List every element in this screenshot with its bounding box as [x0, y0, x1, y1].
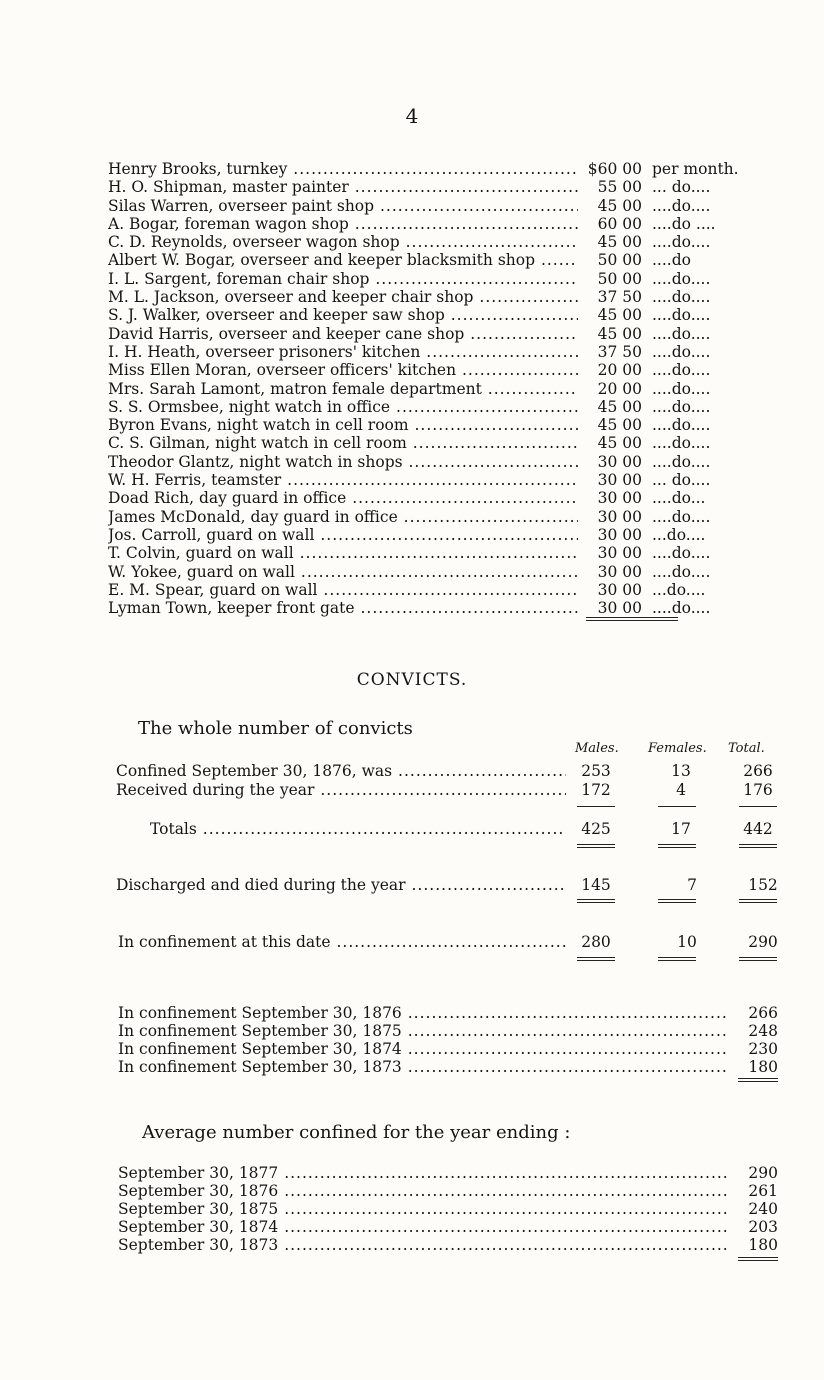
total-double-rule — [739, 899, 777, 903]
males-discharged: 145 — [581, 876, 611, 894]
grand-total: 442 — [743, 820, 773, 838]
males-double-rule — [577, 957, 615, 961]
staff-row — [108, 489, 788, 507]
staff-unit: ....do.... — [652, 507, 711, 526]
row-label: September 30, 1876 ..... — [118, 1182, 728, 1200]
females-sum-rule — [658, 806, 696, 807]
males-double-rule — [577, 844, 615, 848]
staff-row — [108, 581, 788, 599]
staff-unit: ....do.... — [652, 196, 711, 215]
staff-amount: 60 00 — [597, 214, 642, 233]
total-discharged: 152 — [748, 876, 778, 894]
staff-unit: ....do.... — [652, 269, 711, 288]
confinement-history-rule — [738, 1078, 778, 1082]
males-double-rule — [577, 899, 615, 903]
staff-unit: ....do.... — [652, 397, 711, 416]
staff-unit: ....do.... — [652, 452, 711, 471]
staff-row — [108, 215, 788, 233]
staff-name: Silas Warren, overseer paint shop ..... — [108, 197, 578, 215]
average-row — [118, 1236, 778, 1254]
staff-unit: ....do.... — [652, 434, 711, 453]
staff-amount: 30 00 — [597, 489, 642, 508]
staff-unit: ....do.... — [652, 379, 711, 398]
row-label: In confinement September 30, 1873 ..... — [118, 1058, 728, 1076]
staff-amount: 30 00 — [597, 452, 642, 471]
staff-name: Byron Evans, night watch in cell room ..... — [108, 416, 578, 434]
staff-unit: per month. — [652, 160, 739, 178]
staff-row — [108, 361, 788, 379]
total-value: 176 — [743, 781, 773, 799]
staff-row — [108, 178, 788, 196]
staff-amount: 20 00 — [597, 361, 642, 380]
confinement-history-row — [118, 1004, 778, 1022]
average-rule — [738, 1257, 778, 1261]
staff-row — [108, 288, 788, 306]
staff-amount: 45 00 — [597, 306, 642, 325]
staff-name: James McDonald, day guard in office ..... — [108, 508, 578, 526]
row-label: In confinement September 30, 1874 ..... — [118, 1040, 728, 1058]
staff-unit: ....do .... — [652, 214, 716, 233]
staff-row — [108, 599, 788, 617]
males-sum-rule — [577, 806, 615, 807]
females-double-rule — [658, 957, 696, 961]
staff-row — [108, 270, 788, 288]
row-value: 203 — [748, 1218, 778, 1236]
staff-amount: 37 50 — [597, 342, 642, 361]
convicts-intro: The whole number of convicts — [138, 718, 413, 739]
staff-row — [108, 471, 788, 489]
staff-unit: ....do.... — [652, 562, 711, 581]
males-total: 425 — [581, 820, 611, 838]
staff-name: W. Yokee, guard on wall ..... — [108, 563, 578, 581]
staff-amount: 30 00 — [597, 599, 642, 618]
row-value: 248 — [748, 1022, 778, 1040]
staff-amount: 30 00 — [597, 580, 642, 599]
col-total-header: Total. — [728, 741, 765, 756]
staff-name: Miss Ellen Moran, overseer officers' kitchen ..... — [108, 361, 578, 379]
total-value: 266 — [743, 762, 773, 780]
staff-unit: ...do.... — [652, 525, 706, 544]
staff-row — [108, 251, 788, 269]
staff-name: C. D. Reynolds, overseer wagon shop ..... — [108, 233, 578, 251]
staff-amount: 20 00 — [597, 379, 642, 398]
row-value: 180 — [748, 1058, 778, 1076]
staff-name: E. M. Spear, guard on wall ..... — [108, 581, 578, 599]
staff-name: Doad Rich, day guard in office ..... — [108, 489, 578, 507]
staff-amount: 45 00 — [597, 397, 642, 416]
staff-name: W. H. Ferris, teamster ..... — [108, 471, 578, 489]
staff-amount: 45 00 — [597, 416, 642, 435]
females-confined: 10 — [677, 933, 697, 951]
staff-unit: ....do.... — [652, 306, 711, 325]
staff-unit: ....do.... — [652, 342, 711, 361]
staff-unit: ... do.... — [652, 178, 711, 197]
convicts-heading: CONVICTS. — [356, 670, 468, 690]
females-value: 4 — [676, 781, 686, 799]
totals-label: Totals ..... — [150, 820, 566, 839]
col-females-header: Females. — [648, 741, 707, 756]
staff-amount: 50 00 — [597, 269, 642, 288]
staff-name: David Harris, overseer and keeper cane shop ..... — [108, 325, 578, 343]
staff-row — [108, 526, 788, 544]
staff-unit: ....do... — [652, 489, 706, 508]
average-row — [118, 1164, 778, 1182]
staff-unit: ....do.... — [652, 544, 711, 563]
females-total: 17 — [671, 820, 691, 838]
staff-row — [108, 160, 788, 178]
staff-amount: 30 00 — [597, 525, 642, 544]
total-double-rule — [739, 844, 777, 848]
staff-unit: ... do.... — [652, 471, 711, 490]
males-value: 253 — [581, 762, 611, 780]
staff-list — [108, 160, 788, 617]
staff-name: I. H. Heath, overseer prisoners' kitchen ..... — [108, 343, 578, 361]
total-double-rule — [739, 957, 777, 961]
staff-amount: $60 00 — [587, 160, 642, 178]
staff-row — [108, 563, 788, 581]
females-double-rule — [658, 844, 696, 848]
staff-row — [108, 233, 788, 251]
staff-amount: 50 00 — [597, 251, 642, 270]
staff-name: Lyman Town, keeper front gate ..... — [108, 599, 578, 617]
females-double-rule — [658, 899, 696, 903]
staff-row — [108, 398, 788, 416]
row-value: 230 — [748, 1040, 778, 1058]
staff-unit: ....do — [652, 251, 691, 270]
staff-row — [108, 416, 788, 434]
row-value: 240 — [748, 1200, 778, 1218]
staff-unit: ....do.... — [652, 324, 711, 343]
staff-name: A. Bogar, foreman wagon shop ..... — [108, 215, 578, 233]
staff-unit: ...do.... — [652, 580, 706, 599]
row-value: 180 — [748, 1236, 778, 1254]
staff-amount: 30 00 — [597, 507, 642, 526]
average-row — [118, 1182, 778, 1200]
row-label: September 30, 1874 ..... — [118, 1218, 728, 1236]
page-number: 4 — [405, 104, 419, 128]
females-discharged: 7 — [687, 876, 697, 894]
confinement-label: In confinement at this date ..... — [118, 933, 566, 952]
row-label: Received during the year ..... — [116, 781, 566, 800]
staff-amount: 45 00 — [597, 434, 642, 453]
staff-amount: 37 50 — [597, 288, 642, 307]
row-value: 261 — [748, 1182, 778, 1200]
total-confined: 290 — [748, 933, 778, 951]
row-label: September 30, 1877 ..... — [118, 1164, 728, 1182]
staff-amount: 45 00 — [597, 324, 642, 343]
staff-unit: ....do.... — [652, 233, 711, 252]
staff-row — [108, 325, 788, 343]
confinement-history-row — [118, 1058, 778, 1076]
average-row — [118, 1200, 778, 1218]
staff-row — [108, 380, 788, 398]
discharged-label: Discharged and died during the year ..... — [116, 876, 566, 895]
males-confined: 280 — [581, 933, 611, 951]
row-value: 290 — [748, 1164, 778, 1182]
confinement-history-row — [118, 1022, 778, 1040]
row-label: In confinement September 30, 1875 ..... — [118, 1022, 728, 1040]
staff-unit: ....do.... — [652, 599, 711, 618]
staff-row — [108, 508, 788, 526]
staff-name: M. L. Jackson, overseer and keeper chair shop ..... — [108, 288, 578, 306]
staff-row — [108, 306, 788, 324]
staff-name: Henry Brooks, turnkey ..... — [108, 160, 578, 178]
staff-name: S. S. Ormsbee, night watch in office ..... — [108, 398, 578, 416]
staff-unit: ....do.... — [652, 361, 711, 380]
staff-unit: ....do.... — [652, 288, 711, 307]
staff-amount: 30 00 — [597, 544, 642, 563]
staff-name: S. J. Walker, overseer and keeper saw shop ..... — [108, 306, 578, 324]
staff-name: Albert W. Bogar, overseer and keeper blacksmith shop ..... — [108, 251, 578, 269]
staff-total-rule — [586, 617, 678, 621]
staff-name: I. L. Sargent, foreman chair shop ..... — [108, 270, 578, 288]
females-value: 13 — [671, 762, 691, 780]
row-label: September 30, 1875 ..... — [118, 1200, 728, 1218]
staff-name: Mrs. Sarah Lamont, matron female department ..... — [108, 380, 578, 398]
staff-amount: 30 00 — [597, 562, 642, 581]
staff-amount: 45 00 — [597, 196, 642, 215]
row-value: 266 — [748, 1004, 778, 1022]
row-label: Confined September 30, 1876, was ..... — [116, 762, 566, 781]
average-intro: Average number confined for the year ending : — [142, 1122, 571, 1143]
col-males-header: Males. — [575, 741, 619, 756]
staff-name: Theodor Glantz, night watch in shops ..... — [108, 453, 578, 471]
staff-row — [108, 197, 788, 215]
males-value: 172 — [581, 781, 611, 799]
staff-amount: 45 00 — [597, 233, 642, 252]
staff-amount: 30 00 — [597, 471, 642, 490]
staff-amount: 55 00 — [597, 178, 642, 197]
staff-row — [108, 453, 788, 471]
staff-name: Jos. Carroll, guard on wall ..... — [108, 526, 578, 544]
row-label: In confinement September 30, 1876 ..... — [118, 1004, 728, 1022]
staff-name: C. S. Gilman, night watch in cell room ..... — [108, 434, 578, 452]
staff-row — [108, 544, 788, 562]
staff-name: T. Colvin, guard on wall ..... — [108, 544, 578, 562]
staff-row — [108, 343, 788, 361]
staff-name: H. O. Shipman, master painter ..... — [108, 178, 578, 196]
confinement-history-row — [118, 1040, 778, 1058]
average-row — [118, 1218, 778, 1236]
staff-row — [108, 434, 788, 452]
total-sum-rule — [739, 806, 777, 807]
staff-unit: ....do.... — [652, 416, 711, 435]
row-label: September 30, 1873 ..... — [118, 1236, 728, 1254]
